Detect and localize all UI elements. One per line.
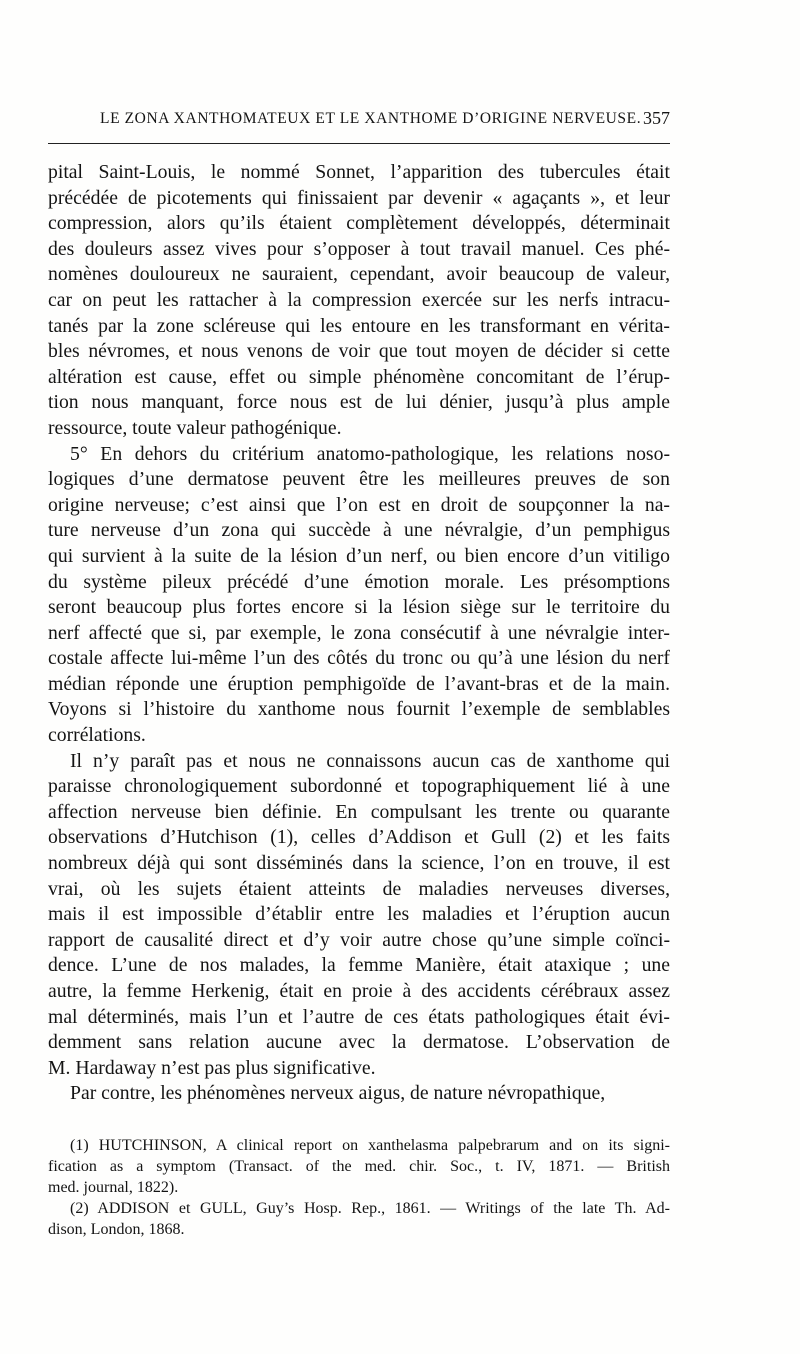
text-line: affection nerveuse bien définie. En compulsant les trente ou quarante [48, 800, 670, 823]
text-line: mal déterminés, mais l’un et l’autre de ces états pathologiques était évi- [48, 1005, 670, 1028]
footnote-line: (1) HUTCHINSON, A clinical report on xanthelasma palpebrarum and on its signi- [70, 1137, 670, 1154]
text-line: Par contre, les phénomènes nerveux aigus, de nature névropathique, [70, 1082, 606, 1105]
text-line: paraisse chronologiquement subordonné et topographiquement lié à une [48, 775, 670, 798]
text-line: Voyons si l’histoire du xanthome nous fournit l’exemple de semblables [48, 698, 670, 721]
running-head [100, 110, 670, 134]
body-text [48, 160, 670, 1107]
text-line: seront beaucoup plus fortes encore si la lésion siège sur le territoire du [48, 596, 670, 619]
text-line: nombreux déjà qui sont disséminés dans la science, l’on en trouve, il est [48, 852, 670, 875]
text-line: observations d’Hutchison (1), celles d’Addison et Gull (2) et les faits [48, 826, 670, 849]
header-rule [48, 143, 670, 144]
text-line: corrélations. [48, 724, 146, 747]
text-line: compression, alors qu’ils étaient complètement développés, déterminait [48, 212, 670, 235]
footnote-line: dison, London, 1868. [48, 1221, 185, 1238]
footnote-line: fication as a symptom (Transact. of the med. chir. Soc., t. IV, 1871. — British [48, 1158, 670, 1175]
text-line: origine nerveuse; c’est ainsi que l’on est en droit de soupçonner la na- [48, 493, 670, 516]
text-line: nomènes douloureux ne sauraient, cependant, avoir beaucoup de valeur, [48, 263, 670, 286]
text-line: autre, la femme Herkenig, était en proie à des accidents cérébraux assez [48, 980, 670, 1002]
text-line: vrai, où les sujets étaient atteints de maladies nerveuses diverses, [48, 877, 670, 900]
text-line: nerf affecté que si, par exemple, le zona consécutif à une névralgie inter- [48, 621, 670, 644]
text-line: altération est cause, effet ou simple phénomène concomitant de l’érup- [48, 365, 670, 388]
text-line: car on peut les rattacher à la compression exercée sur les nerfs intracu- [48, 288, 670, 311]
text-line: médian réponde une éruption pemphigoïde de l’avant-bras et de la main. [48, 672, 670, 695]
text-line: dence. L’une de nos malades, la femme Manière, était ataxique ; une [48, 954, 670, 977]
text-line: tion nous manquant, force nous est de lui dénier, jusqu’à plus ample [48, 391, 670, 414]
text-line: ture nerveuse d’un zona qui succède à une névralgie, d’un pemphigus [48, 519, 670, 542]
footnote-line: (2) ADDISON et GULL, Guy’s Hosp. Rep., 1861. — Writings of the late Th. Ad- [70, 1200, 670, 1217]
text-line: rapport de causalité direct et d’y voir autre chose qu’une simple coïnci- [48, 928, 670, 951]
text-line: mais il est impossible d’établir entre les maladies et l’éruption aucun [48, 903, 670, 926]
text-line: bles névromes, et nous venons de voir que tout moyen de décider si cette [48, 340, 670, 363]
page-number: 357 [643, 108, 670, 128]
footnote-line: med. journal, 1822). [48, 1179, 179, 1196]
text-line: tanés par la zone scléreuse qui les entoure en les transformant en vérita- [48, 314, 670, 337]
text-line: du système pileux précédé d’une émotion morale. Les présomptions [48, 570, 670, 593]
running-head-title: LE ZONA XANTHOMATEUX ET LE XANTHOME D’ORIGINE NERVEUSE. [100, 110, 642, 127]
text-line: ressource, toute valeur pathogénique. [48, 416, 342, 439]
footnotes [48, 1135, 670, 1240]
text-line: pital Saint-Louis, le nommé Sonnet, l’apparition des tubercules était [48, 161, 670, 183]
text-line: 5° En dehors du critérium anatomo-pathologique, les relations noso- [70, 442, 670, 465]
text-line: M. Hardaway n’est pas plus significative. [48, 1056, 376, 1079]
text-line: demment sans relation aucune avec la dermatose. L’observation de [48, 1031, 670, 1054]
text-line: costale affecte lui-même l’un des côtés du tronc ou qu’à une lésion du nerf [48, 647, 670, 670]
text-line: précédée de picotements qui finissaient par devenir « agaçants », et leur [48, 186, 670, 209]
text-line: des douleurs assez vives pour s’opposer à tout travail manuel. Ces phé- [48, 237, 670, 260]
text-line: Il n’y paraît pas et nous ne connaissons aucun cas de xanthome qui [70, 749, 670, 772]
text-line: logiques d’une dermatose peuvent être les meilleures preuves de son [48, 468, 670, 491]
text-line: qui survient à la suite de la lésion d’un nerf, ou bien encore d’un vitiligo [48, 544, 670, 567]
